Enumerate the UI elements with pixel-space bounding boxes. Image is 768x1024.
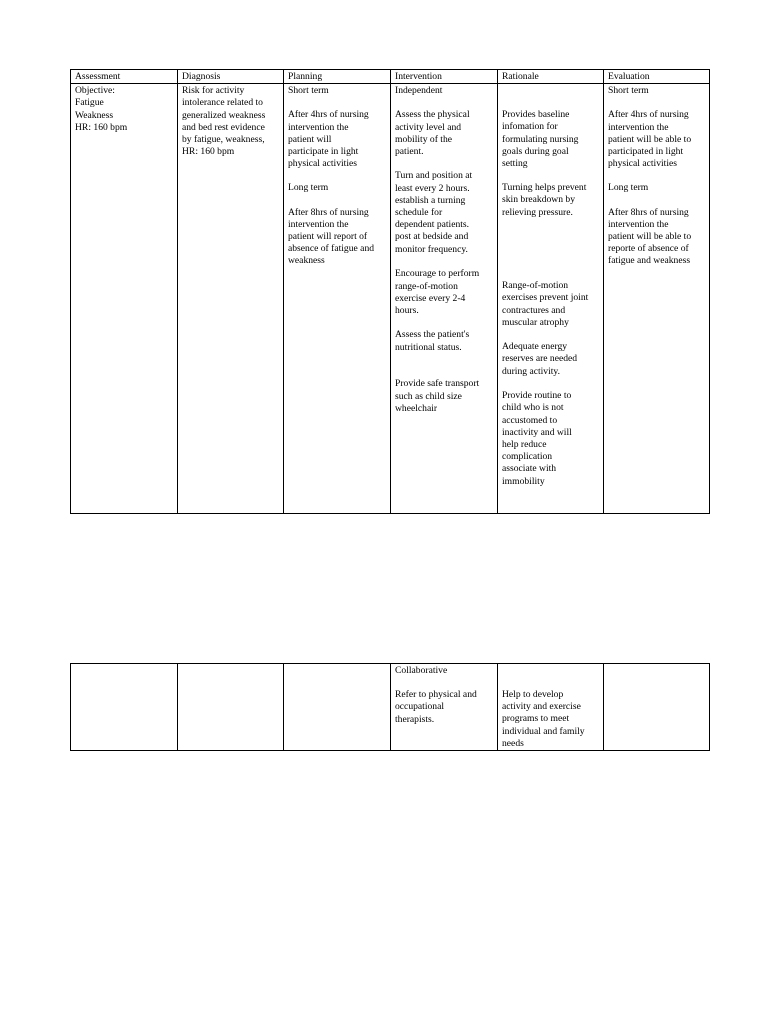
planning-long-text: After 8hrs of nursing intervention the patient will report of absence of fatigue and weakness [288,206,375,267]
intervention-item: Encourage to perform range-of-motion exercise every 2-4 hours. [395,268,480,317]
evaluation-short-text: After 4hrs of nursing intervention the patient will be able to participated in light physical activities [608,109,692,170]
planning-short-text: After 4hrs of nursing intervention the patient will participate in light physical activities [288,109,369,170]
table-row [71,84,710,514]
rationale-cell [498,84,604,514]
collaborative-intervention-cell [391,664,498,751]
evaluation-short-label: Short term [608,85,649,97]
header-intervention: Intervention [391,70,498,84]
header-rationale: Rationale [498,70,604,84]
collaborative-intervention-text: Refer to physical and occupational therapists. [395,689,477,725]
diagnosis-text: Risk for activity intolerance related to generalized weakness and bed rest evidence by fatigue, weakness, HR: 160 bpm [182,85,266,158]
diagnosis-cell [178,84,284,514]
header-planning: Planning [284,70,391,84]
intervention-item: Assess the patient's nutritional status. [395,329,470,353]
header-evaluation: Evaluation [604,70,710,84]
table-row [71,664,710,751]
collaborative-rationale-cell [498,664,604,751]
care-plan-table [70,69,710,514]
planning-short-label: Short term [288,85,329,97]
evaluation-cell [604,84,710,514]
care-plan-continuation-table [70,663,710,751]
collaborative-label: Collaborative [395,665,448,676]
evaluation-long-label: Long term [608,182,649,194]
planning-cell [284,84,391,514]
intervention-item: Provide safe transport such as child size wheelchair [395,378,480,414]
table-header-row [71,70,710,84]
assessment-cell [71,84,178,514]
collaborative-rationale-text: Help to develop activity and exercise programs to meet individual and family needs [502,689,585,749]
planning-cell-empty [284,664,391,751]
rationale-item: Provide routine to child who is not accustomed to inactivity and will help reduce complication associate with immobility [502,390,572,487]
planning-long-label: Long term [288,182,329,194]
intervention-label: Independent [395,85,443,97]
intervention-item: Assess the physical activity level and mobility of the patient. [395,109,470,158]
rationale-item: Provides baseline infomation for formulating nursing goals during goal setting [502,109,579,170]
intervention-cell [391,84,498,514]
rationale-item: Turning helps prevent skin breakdown by relieving pressure. [502,182,587,218]
diagnosis-cell-empty [178,664,284,751]
evaluation-long-text: After 8hrs of nursing intervention the patient will be able to reporte of absence of fatigue and weakness [608,206,692,267]
header-diagnosis: Diagnosis [178,70,284,84]
header-assessment: Assessment [71,70,178,84]
rationale-item: Adequate energy reserves are needed during activity. [502,341,578,377]
rationale-item: Range-of-motion exercises prevent joint contractures and muscular atrophy [502,280,589,328]
intervention-item: Turn and position at least every 2 hours. establish a turning schedule for dependent patients. post at bedside and monitor frequency. [395,170,473,255]
assessment-text: Objective: Fatigue Weakness HR: 160 bpm [75,85,128,133]
assessment-cell-empty [71,664,178,751]
evaluation-cell-empty [604,664,710,751]
